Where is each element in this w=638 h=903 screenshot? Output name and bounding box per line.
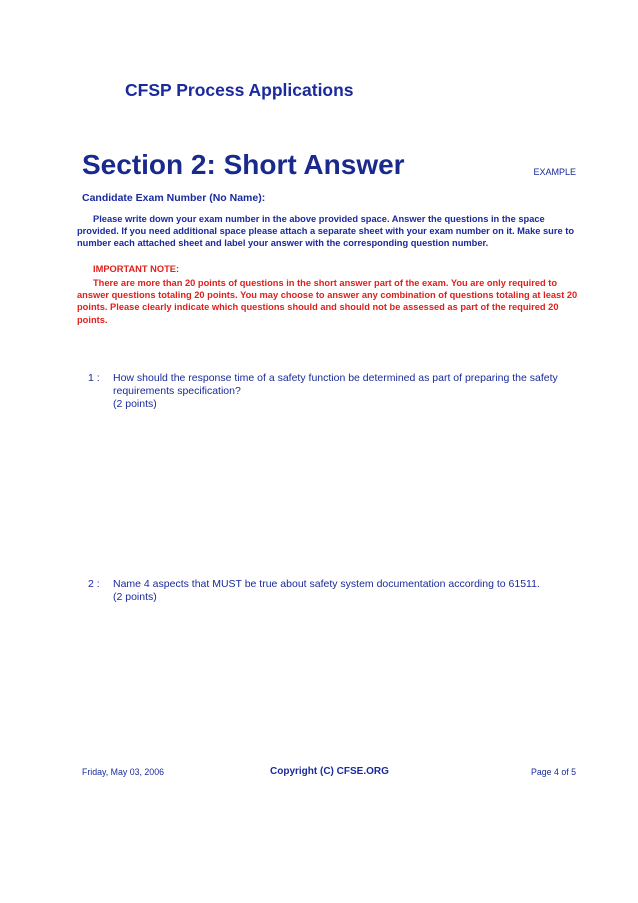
important-note-label: IMPORTANT NOTE:	[93, 264, 180, 274]
question-points: (2 points)	[113, 591, 157, 603]
example-tag: EXAMPLE	[533, 167, 576, 177]
important-note-paragraph	[77, 277, 581, 326]
instructions-text: Please write down your exam number in the above provided space. Answer the questions in the space provided. If you need additional space please attach a separate sheet with your exam number on it. Make sure to number each attached sheet and label your answer with the corresponding question number.	[77, 214, 575, 249]
footer-page-number: Page 4 of 5	[531, 767, 576, 777]
question-text: Name 4 aspects that MUST be true about safety system documentation according to 61511.	[113, 578, 540, 590]
instructions-paragraph	[77, 213, 581, 250]
question-text: How should the response time of a safety function be determined as part of preparing the safety requirements specification?	[113, 372, 558, 397]
question-number: 1 :	[88, 372, 100, 384]
question-number: 2 :	[88, 578, 100, 590]
footer-date: Friday, May 03, 2006	[82, 767, 164, 777]
important-note-text: There are more than 20 points of questions in the short answer part of the exam. You are only required to answer questions totaling 20 points. You may choose to answer any combination of questions totaling at least 20 points. Please clearly indicate which questions should and should not be assessed as part of the required 20 points.	[77, 278, 578, 325]
question-1	[88, 372, 588, 411]
section-title: Section 2: Short Answer	[82, 149, 405, 180]
question-2	[88, 578, 588, 604]
candidate-exam-number-label: Candidate Exam Number (No Name):	[82, 192, 266, 204]
document-title: CFSP Process Applications	[125, 80, 354, 100]
footer-copyright: Copyright (C) CFSE.ORG	[270, 766, 389, 777]
question-points: (2 points)	[113, 398, 157, 410]
